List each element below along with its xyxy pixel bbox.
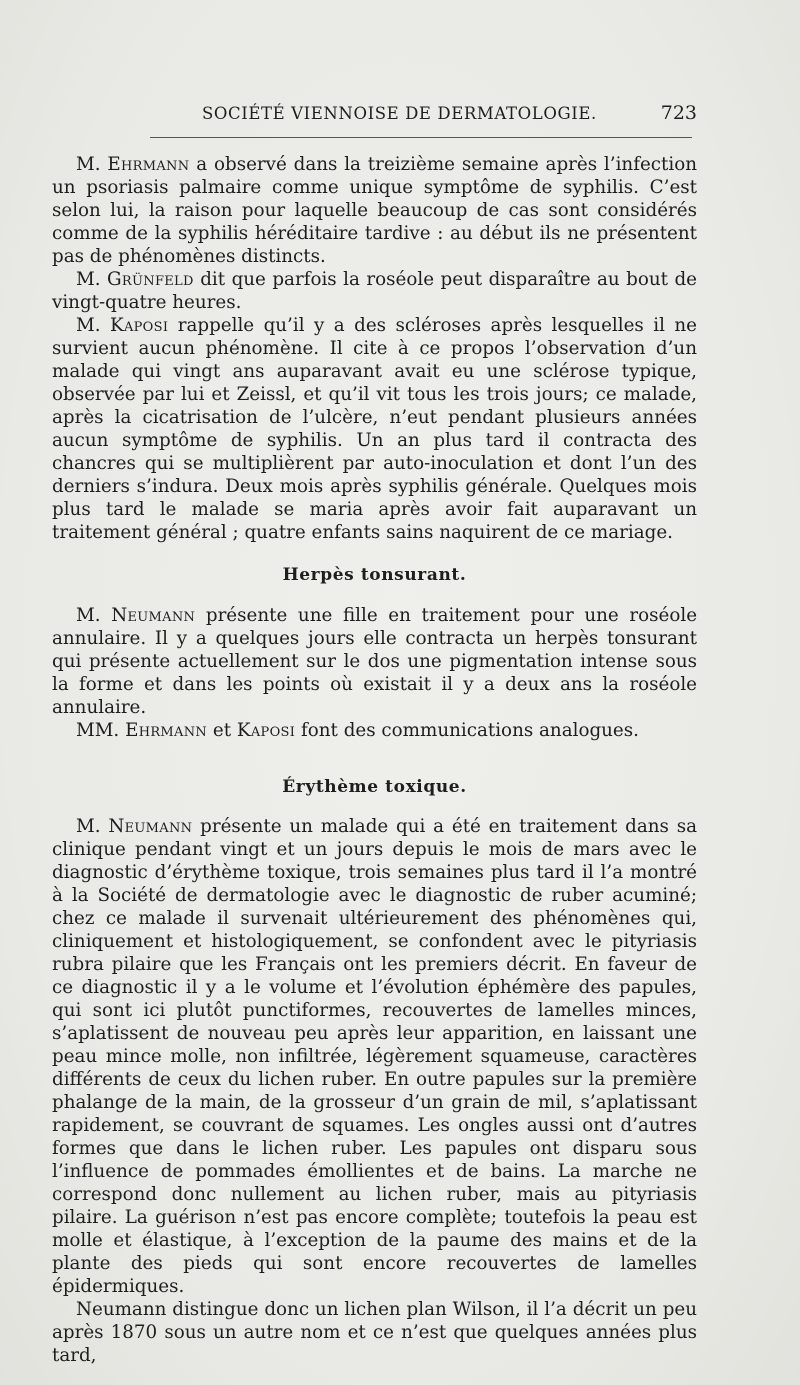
paragraph-text: rappelle qu’il y a des scléroses après lesquelles il ne survient aucun phénomène. Il cite à ce propos l’observation d’un malade qui vingt ans auparavant avait eu une sclérose typique, observée par lui et Zeissl, et qu’il vit tous les trois jours; ce malade, après la cicatrisation de l’ulcère, n’eut pendant plusieurs années aucun symptôme de syphilis. Un an plus tard il contracta des chancres qui se multiplièrent par auto-inoculation et dont l’un des derniers s’indura. Deux mois après syphilis générale. Quelques mois plus tard le malade se maria après avoir fait auparavant un traitement général ; quatre enfants sains naquirent de ce mariage. bbox=[52, 315, 697, 543]
prefix: M. bbox=[76, 269, 108, 290]
paragraph-text: Neumann distingue donc un lichen plan Wilson, il l’a décrit un peu après 1870 sous un autre nom et ce n’est que quelques années plus tard, bbox=[52, 1299, 697, 1366]
page-number: 723 bbox=[660, 102, 697, 124]
paragraph-ehrmann bbox=[52, 153, 697, 268]
prefix: M. bbox=[76, 315, 110, 336]
running-header bbox=[52, 100, 697, 130]
paragraph-neumann-lichen bbox=[52, 1298, 697, 1367]
paragraph-text: font des communications analogues. bbox=[295, 720, 639, 741]
section-heading-erytheme: Érythème toxique. bbox=[282, 777, 467, 797]
person-name: Grünfeld bbox=[107, 269, 194, 290]
paragraph-analogues bbox=[52, 719, 697, 742]
prefix: M. bbox=[76, 816, 109, 837]
paragraph-text: dit que parfois la roséole peut disparaître au bout de vingt-quatre heures. bbox=[52, 269, 698, 313]
prefix: M. bbox=[76, 605, 112, 626]
paragraph-text: présente une fille en traitement pour une roséole annulaire. Il y a quelques jours elle contracta un herpès tonsurant qui présente actuellement sur le dos une pigmentation intense sous la forme et dans les points où existait il y a deux ans la roséole annulaire. bbox=[52, 605, 698, 718]
paragraph-neumann-erytheme bbox=[52, 815, 697, 1298]
prefix: MM. bbox=[76, 720, 126, 741]
person-name: Ehrmann bbox=[107, 154, 190, 175]
person-name: Neumann bbox=[108, 816, 193, 837]
prefix: M. bbox=[76, 154, 108, 175]
paragraph-text: a observé dans la treizième semaine après l’infection un psoriasis palmaire comme unique symptôme de syphilis. C’est selon lui, la raison pour laquelle beaucoup de cas sont considérés comme de la syphilis héréditaire tardive : au début ils ne présentent pas de phénomènes distincts. bbox=[52, 154, 697, 267]
article-body bbox=[52, 153, 697, 1367]
person-name: Kaposi bbox=[109, 315, 169, 336]
paragraph-kaposi bbox=[52, 314, 697, 544]
paragraph-text: présente un malade qui a été en traitement dans sa clinique pendant vingt et un jours depuis le mois de mars avec le diagnostic d’érythème toxique, trois semaines plus tard il l’a montré à la Société de dermatologie avec le diagnostic de ruber acuminé; chez ce malade il survenait ultérieurement des phénomènes qui, cliniquement et histologiquement, se confondent avec le pityriasis rubra pilaire que les Français ont les premiers décrit. En faveur de ce diagnostic il y a le volume et l’évolution éphémère des papules, qui sont ici plutôt punctiformes, recouvertes de lamelles minces, s’aplatissent de nouveau peu après leur apparition, en laissant une peau mince molle, non infiltrée, légèrement squameuse, caractères différents de ceux du lichen ruber. En outre papules sur la première phalange de la main, de la grosseur d’un grain de mil, s’aplatissant rapidement, se couvrant de squames. Les ongles aussi ont d’autres formes que dans le lichen ruber. Les papules ont disparu sous l’influence de pommades émollientes et de bains. La marche ne correspond donc nullement au lichen ruber, mais au pityriasis pilaire. La guérison n’est pas encore complète; toutefois la peau est molle et élastique, à l’exception de la paume des mains et de la plante des pieds qui sont encore recouvertes de lamelles épidermiques. bbox=[52, 816, 697, 1297]
running-title: SOCIÉTÉ VIENNOISE DE DERMATOLOGIE. bbox=[202, 104, 597, 123]
paragraph-grunfeld bbox=[52, 268, 697, 314]
person-name: Kaposi bbox=[236, 720, 296, 741]
person-name: Neumann bbox=[111, 605, 196, 626]
section-heading-herpes: Herpès tonsurant. bbox=[282, 565, 467, 585]
header-rule bbox=[150, 137, 692, 138]
person-name: Ehrmann bbox=[125, 720, 208, 741]
paragraph-neumann-herpes bbox=[52, 604, 697, 719]
conjunction: et bbox=[207, 720, 237, 741]
